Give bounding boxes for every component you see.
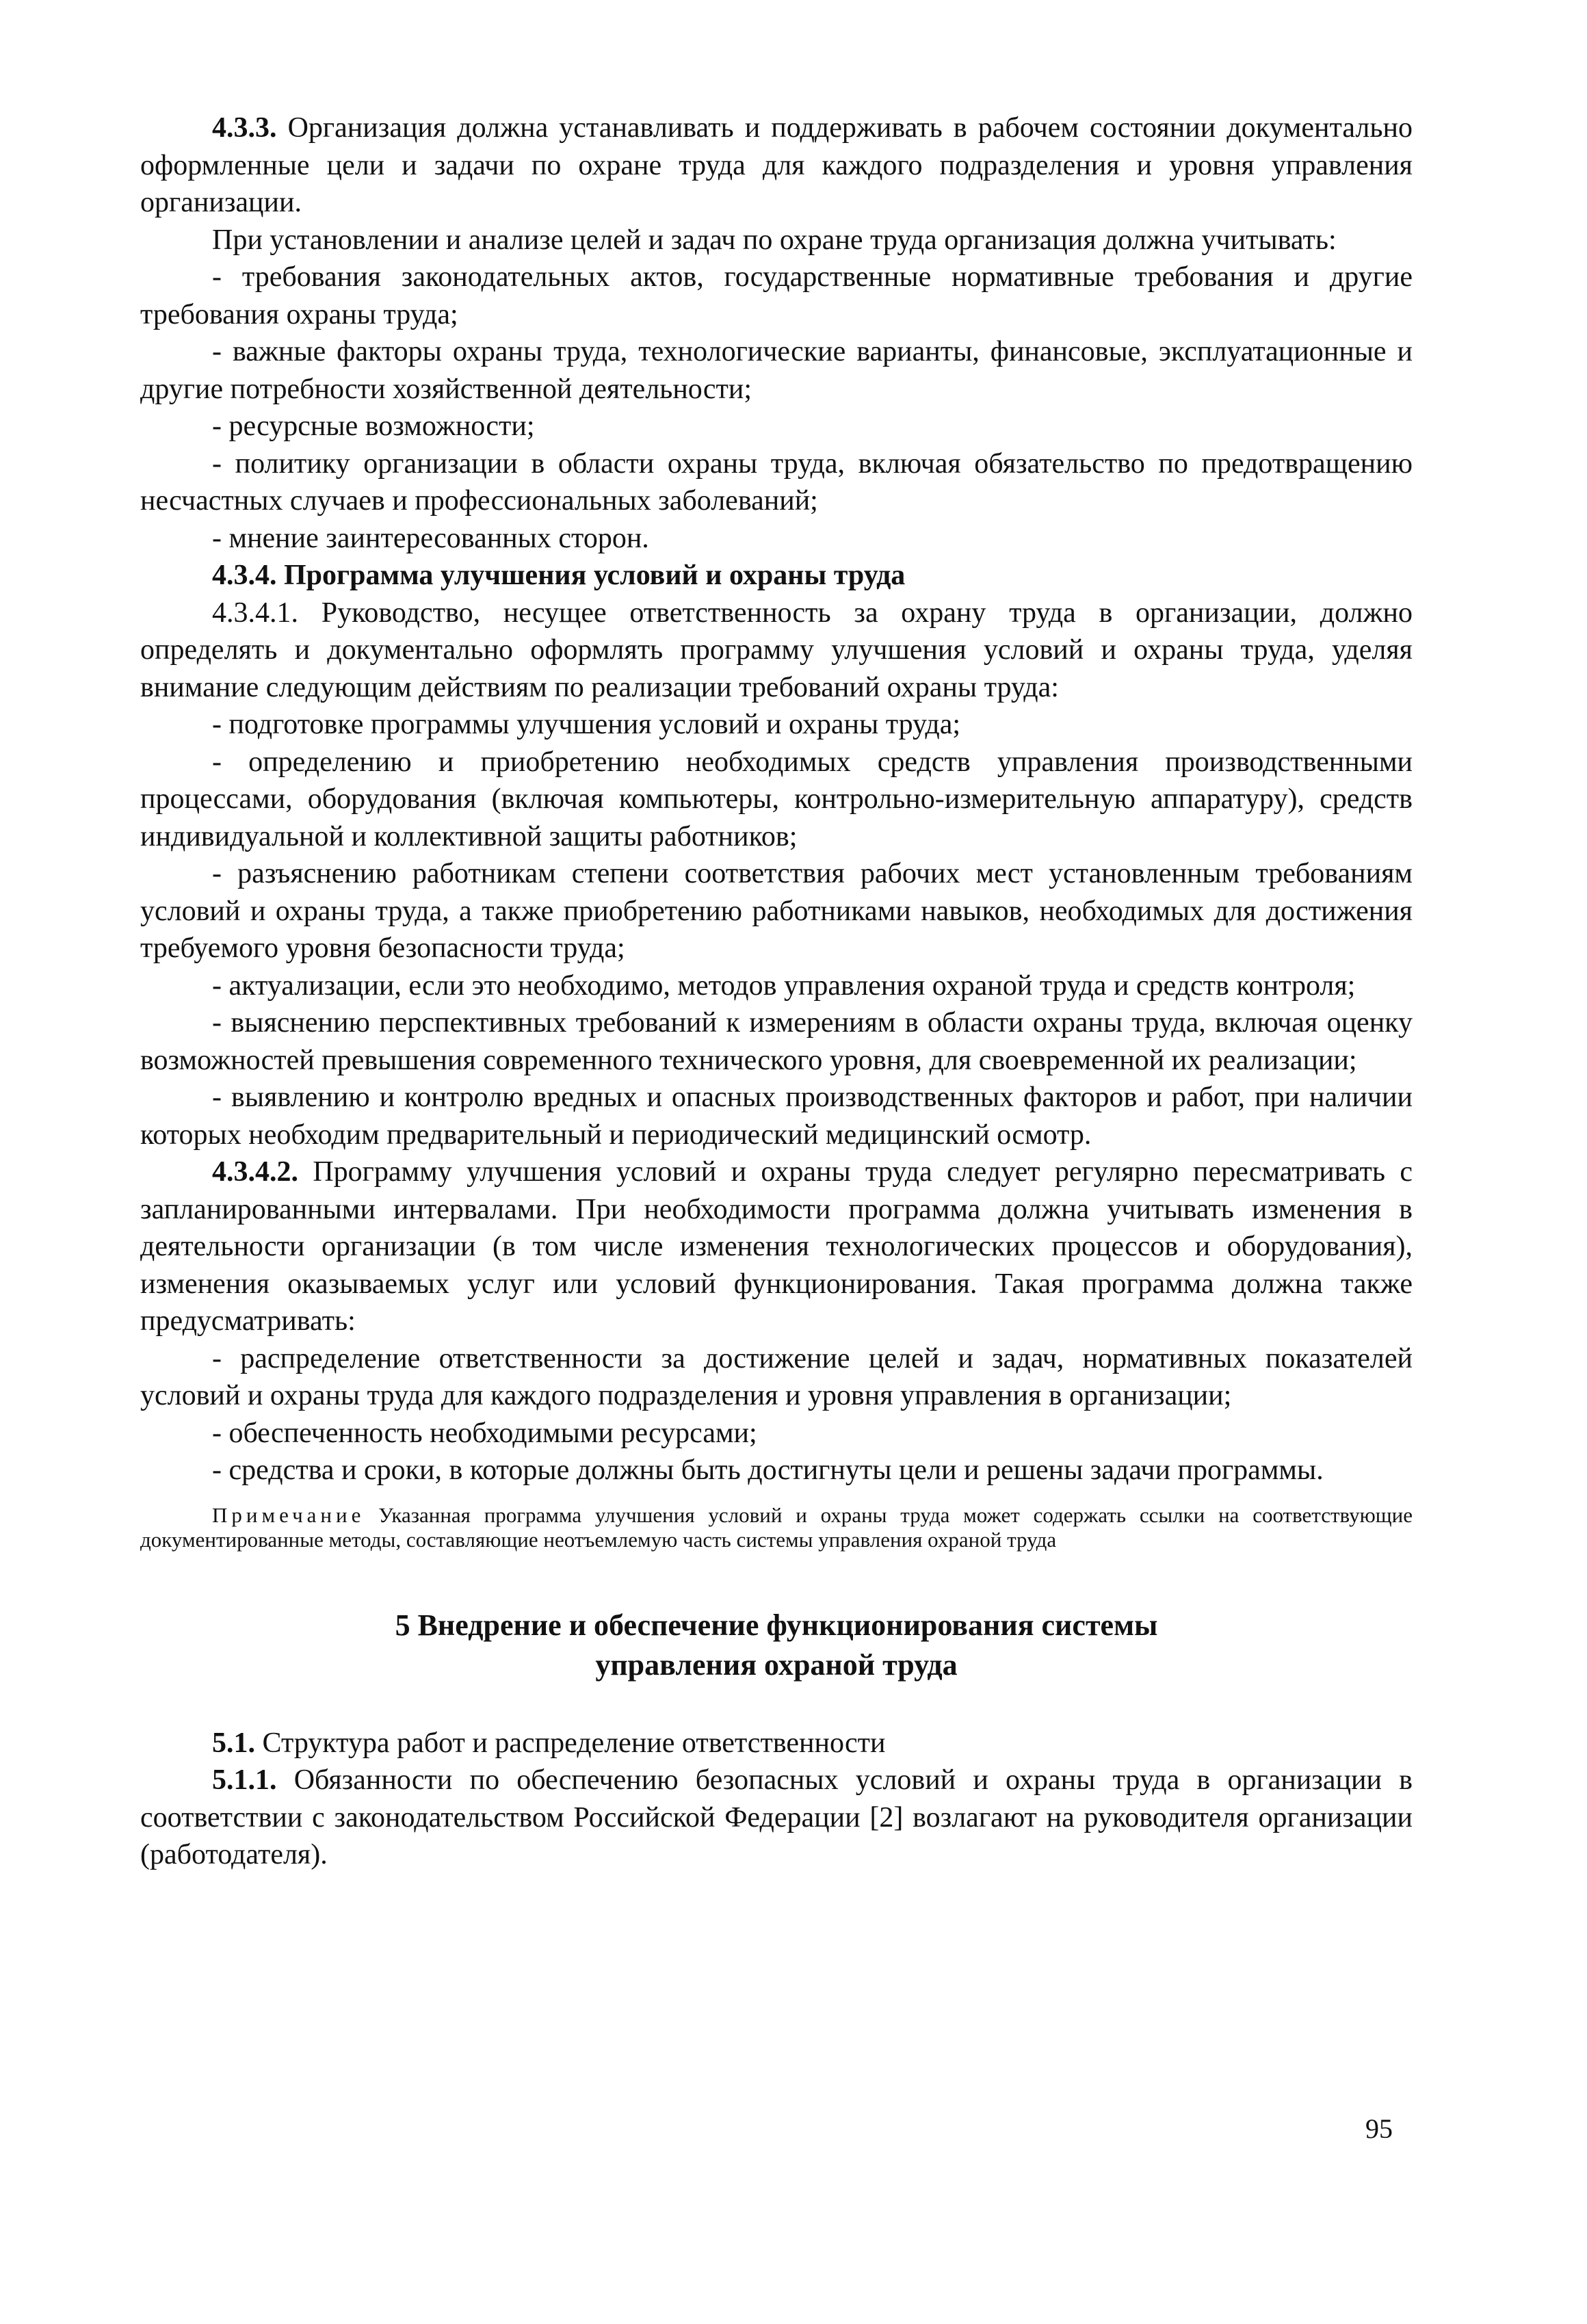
section-title-line: 5 Внедрение и обеспечение функционирования системы	[395, 1608, 1158, 1642]
paragraph-4-3-4-1: 4.3.4.1. Руководство, несущее ответственность за охрану труда в организации, должно определять и документально оформлять программу улучшения условий и охраны труда, уделяя внимание следующим действиям по реализации требований охраны труда:	[140, 597, 1413, 703]
list-item: - выяснению перспективных требований к измерениям в области охраны труда, включая оценку возможностей превышения современного технического уровня, для своевременной их реализации;	[140, 1007, 1413, 1076]
note-label: Примечание	[212, 1502, 365, 1527]
clause-number: 4.3.4.2.	[212, 1156, 298, 1188]
note	[140, 1503, 1413, 1552]
goals-intro: При установлении и анализе целей и задач по охране труда организация должна учитывать:	[212, 224, 1337, 256]
clause-text: Программу улучшения условий и охраны труда следует регулярно пересматривать с запланированными интервалами. При необходимости программа должна учитывать изменения в деятельности организации (в том числе изменения технологических процессов и оборудования), изменения оказываемых услуг или условий функционирования. Такая программа должна также предусматривать:	[140, 1156, 1413, 1337]
list-item: - требования законодательных актов, государственные нормативные требования и другие требования охраны труда;	[140, 261, 1413, 330]
list-item: - мнение заинтересованных сторон.	[212, 522, 649, 554]
paragraph-5-1	[140, 1725, 1413, 1762]
clause-number: 5.1.	[212, 1727, 255, 1759]
note-text: Указанная программа улучшения условий и охраны труда может содержать ссылки на соответствующие документированные методы, составляющие неотъемлемую часть системы управления охраной труда	[140, 1502, 1413, 1552]
clause-number: 4.3.3.	[212, 112, 277, 144]
clause-text: Организация должна устанавливать и поддерживать в рабочем состоянии документально оформленные цели и задачи по охране труда для каждого подразделения и уровня управления организации.	[140, 112, 1413, 218]
list-item: - политику организации в области охраны труда, включая обязательство по предотвращению несчастных случаев и профессиональных заболеваний;	[140, 447, 1413, 517]
list-item: - важные факторы охраны труда, технологические варианты, финансовые, эксплуатационные и другие потребности хозяйственной деятельности;	[140, 336, 1413, 405]
paragraph-5-1-1	[140, 1762, 1413, 1874]
list-item: - распределение ответственности за достижение целей и задач, нормативных показателей условий и охраны труда для каждого подразделения и уровня управления в организации;	[140, 1342, 1413, 1411]
page-number: 95	[1365, 2113, 1393, 2144]
paragraph-4-3-4-2	[140, 1153, 1413, 1340]
list-item: - обеспеченность необходимыми ресурсами;	[212, 1417, 757, 1449]
clause-number: 5.1.1.	[212, 1764, 277, 1796]
list-item: - актуализации, если это необходимо, методов управления охраной труда и средств контроля;	[212, 969, 1356, 1002]
page-content	[140, 109, 1413, 1874]
paragraph-4-3-3	[140, 109, 1413, 222]
section-5-title	[140, 1606, 1413, 1685]
clause-text: Обязанности по обеспечению безопасных условий и охраны труда в организации в соответствии с законодательством Российской Федерации [2] возлагают на руководителя организации (работодателя).	[140, 1764, 1413, 1870]
list-item: - выявлению и контролю вредных и опасных производственных факторов и работ, при наличии которых необходим предварительный и периодический медицинский осмотр.	[140, 1082, 1413, 1151]
list-item: - ресурсные возможности;	[212, 410, 535, 442]
list-item: - средства и сроки, в которые должны быть достигнуты цели и решены задачи программы.	[212, 1454, 1324, 1486]
clause-text: Структура работ и распределение ответственности	[255, 1727, 886, 1759]
section-title-line: управления охраной труда	[595, 1647, 958, 1682]
list-item: - разъяснению работникам степени соответствия рабочих мест установленным требованиям условий и охраны труда, а также приобретению работниками навыков, необходимых для достижения требуемого уровня безопасности труда;	[140, 858, 1413, 964]
list-item: - подготовке программы улучшения условий и охраны труда;	[212, 709, 961, 740]
list-item: - определению и приобретению необходимых средств управления производственными процессами, оборудования (включая компьютеры, контрольно-измерительную аппаратуру), средств индивидуальной и коллективной защиты работников;	[140, 746, 1413, 852]
heading-4-3-4: 4.3.4. Программа улучшения условий и охраны труда	[212, 560, 906, 591]
